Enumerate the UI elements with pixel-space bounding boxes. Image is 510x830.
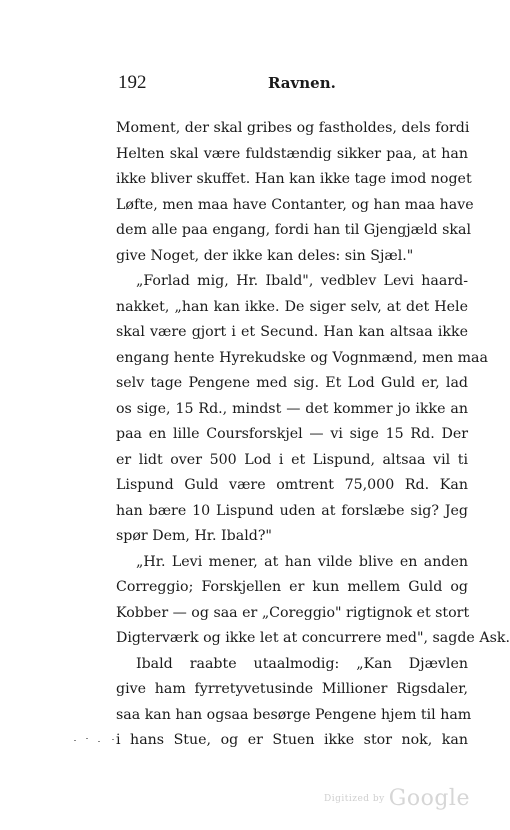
text-line: Helten skal være fuldstændig sikker paa, at han [116, 145, 468, 162]
text-line: han bære 10 Lispund uden at forslæbe sig? Jeg [116, 502, 468, 519]
text-line: give ham fyrretyvetusinde Millioner Rigsdaler, [116, 681, 468, 697]
digitization-watermark [324, 786, 470, 811]
text-line: Kobber — og saa er „Coreggio" rigtignok et stort [116, 604, 470, 621]
text-line: Lispund Guld være omtrent 75,000 Rd. Kan [116, 477, 468, 493]
running-head: Ravnen. [268, 74, 336, 92]
page-number: 192 [118, 72, 147, 93]
text-line: paa en lille Coursforskjel — vi sige 15 Rd. Der [116, 426, 468, 442]
text-line: „Forlad mig, Hr. Ibald", vedblev Levi haard- [136, 273, 468, 289]
text-line: os sige, 15 Rd., mindst — det kommer jo ikke an [116, 400, 468, 417]
body-text [116, 116, 510, 754]
text-line: selv tage Pengene med sig. Et Lod Guld er, lad [116, 375, 468, 391]
text-line: Ibald raabte utaalmodig: „Kan Djævlen [136, 655, 468, 672]
scan-speckles [72, 736, 132, 746]
text-line: spør Dem, Hr. Ibald?" [116, 528, 272, 544]
text-line: nakket, „han kan ikke. De siger selv, at det Hele [116, 298, 468, 315]
text-line: skal være gjort i et Secund. Han kan altsaa ikke [116, 324, 468, 340]
text-line: dem alle paa engang, fordi han til Gjengjæld skal [116, 222, 472, 238]
text-line: saa kan han ogsaa besørge Pengene hjem til ham [116, 706, 472, 723]
text-line: er lidt over 500 Lod i et Lispund, altsaa vil ti [116, 451, 468, 468]
text-line: give Noget, der ikke kan deles: sin Sjæl." [116, 247, 414, 264]
text-line: „Hr. Levi mener, at han vilde blive en anden [136, 553, 468, 570]
watermark-brand: Google [388, 786, 470, 811]
text-line: Løfte, men maa have Contanter, og han maa have [116, 196, 474, 213]
page-header [118, 72, 464, 98]
text-line: Digterværk og ikke let at concurrere med", sagde Ask. [116, 630, 510, 646]
watermark-prefix: Digitized by [324, 794, 385, 804]
text-line: Moment, der skal gribes og fastholdes, dels fordi [116, 120, 470, 136]
text-line: Correggio; Forskjellen er kun mellem Guld og [116, 579, 468, 595]
text-line: ikke bliver skuffet. Han kan ikke tage imod noget [116, 171, 472, 187]
text-line: engang hente Hyrekudske og Vognmænd, men maa [116, 349, 488, 366]
text-line: i hans Stue, og er Stuen ikke stor nok, kan [116, 732, 468, 748]
